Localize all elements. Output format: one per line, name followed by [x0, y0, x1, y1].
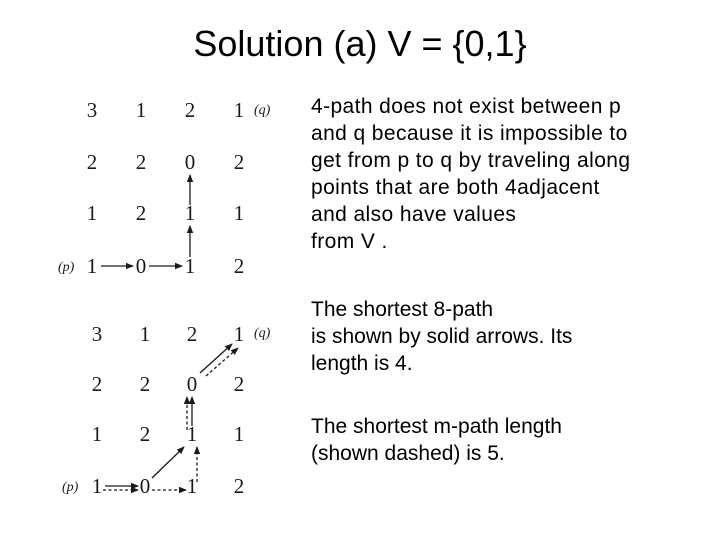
label-p: (p) — [58, 260, 75, 275]
pixel-value: 2 — [184, 98, 196, 122]
label-p: (p) — [62, 480, 79, 495]
pixel-value: 2 — [233, 372, 245, 396]
pixel-value: 2 — [139, 372, 151, 396]
pixel-value: 1 — [186, 422, 198, 446]
pixel-value: 3 — [86, 98, 98, 122]
pixel-value: 2 — [91, 372, 103, 396]
pixel-value: 2 — [233, 254, 245, 278]
solid-arrow — [200, 344, 232, 373]
pixel-value: 1 — [233, 422, 245, 446]
text-line: The shortest m-path length — [311, 415, 562, 438]
text-line: get from p to q by traveling along — [311, 149, 631, 172]
text-line: is shown by solid arrows. Its — [311, 325, 573, 348]
pixel-value: 0 — [135, 254, 147, 278]
pixel-value: 1 — [184, 254, 196, 278]
text-line: (shown dashed) is 5. — [311, 442, 505, 465]
slide-title: Solution (a) V = {0,1} — [193, 23, 527, 64]
pixel-value: 0 — [186, 372, 198, 396]
grid-2 — [62, 322, 271, 498]
text-line: and also have values — [311, 203, 517, 226]
pixel-value: 0 — [184, 150, 196, 174]
pixel-value: 1 — [86, 254, 98, 278]
text-line: The shortest 8-path — [311, 298, 494, 321]
text-line: 4-path does not exist between p — [311, 95, 622, 118]
pixel-value: 2 — [186, 322, 198, 346]
pixel-value: 1 — [91, 474, 103, 498]
text-line: and q because it is impossible to — [311, 122, 628, 145]
pixel-value: 1 — [184, 201, 196, 225]
pixel-value: 1 — [233, 201, 245, 225]
solid-arrow — [152, 447, 184, 478]
pixel-value: 1 — [186, 474, 198, 498]
pixel-value: 1 — [139, 322, 151, 346]
pixel-value: 1 — [135, 98, 147, 122]
pixel-value: 1 — [86, 201, 98, 225]
pixel-value: 2 — [233, 474, 245, 498]
label-q: (q) — [254, 103, 271, 118]
grid-1 — [58, 98, 271, 278]
text-line: length is 4. — [311, 352, 413, 375]
pixel-value: 1 — [233, 98, 245, 122]
label-q: (q) — [254, 326, 271, 341]
pixel-value: 3 — [91, 322, 103, 346]
pixel-value: 0 — [139, 474, 151, 498]
pixel-value: 1 — [233, 322, 245, 346]
pixel-value: 2 — [135, 150, 147, 174]
pixel-value: 2 — [135, 201, 147, 225]
pixel-value: 1 — [91, 422, 103, 446]
text-line: points that are both 4adjacent — [311, 176, 600, 199]
pixel-value: 2 — [233, 150, 245, 174]
pixel-value: 2 — [139, 422, 151, 446]
pixel-value: 2 — [86, 150, 98, 174]
text-line: from V . — [311, 230, 388, 253]
